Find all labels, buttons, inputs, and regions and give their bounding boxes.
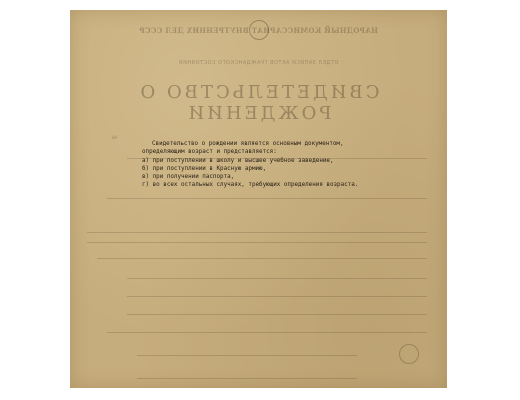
ghost-rule <box>97 258 427 259</box>
show-through-front-print <box>70 10 447 388</box>
birth-certificate-back <box>70 10 447 388</box>
ghost-rule <box>107 198 427 199</box>
usage-item: а) при поступлении в школу и высшее учебное заведение, <box>142 157 334 164</box>
usage-item: б) при поступлении в Красную армию, <box>142 165 267 172</box>
usage-item: в) при получении паспорта, <box>142 174 235 181</box>
usage-list <box>142 157 367 190</box>
ghost-stamp <box>399 344 419 364</box>
notice-intro: Свидетельство о рождении является основным документом, определяющим возраст и представляется: <box>142 141 344 156</box>
ghost-number: № <box>111 135 117 141</box>
ghost-rule <box>127 278 427 279</box>
ghost-header: НАРОДНЫЙ КОМИССАРИАТ ВНУТРЕННИХ ДЕЛ СССР <box>139 26 378 35</box>
ghost-rule <box>137 378 357 379</box>
usage-item: г) во всех остальных случаях, требующих определения возраста. <box>142 182 359 189</box>
ghost-rule <box>87 232 427 233</box>
ghost-title: СВИДЕТЕЛЬСТВО О РОЖДЕНИИ <box>137 82 380 124</box>
certificate-usage-notice <box>142 140 367 190</box>
state-emblem-seal <box>249 20 269 40</box>
ghost-rule <box>137 355 357 356</box>
ghost-rule <box>107 332 427 333</box>
ghost-rule <box>127 314 427 315</box>
ghost-rule <box>87 242 427 243</box>
ghost-rule <box>127 296 427 297</box>
ghost-subheader: ОТДЕЛ ЗАПИСИ АКТОВ ГРАЖДАНСКОГО СОСТОЯНИЯ <box>178 60 339 66</box>
